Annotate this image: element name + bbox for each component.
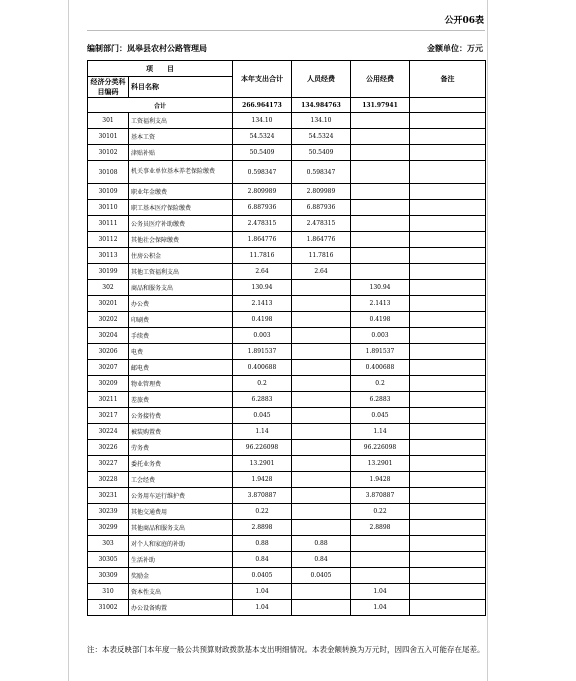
row-name: 办公费: [129, 296, 233, 312]
row-total: 13.2901: [233, 456, 292, 472]
table-row: [88, 600, 486, 616]
row-public: 2.1413: [351, 296, 410, 312]
row-remark: [410, 440, 486, 456]
row-remark: [410, 280, 486, 296]
header-rule: [87, 30, 485, 31]
row-name: 其他交通费用: [129, 504, 233, 520]
row-total: 0.045: [233, 408, 292, 424]
row-name: 委托业务费: [129, 456, 233, 472]
row-total: 0.400688: [233, 360, 292, 376]
table-row: [88, 145, 486, 161]
total-amount: 266.964173: [233, 98, 292, 113]
row-remark: [410, 200, 486, 216]
row-remark: [410, 328, 486, 344]
row-code: 30199: [88, 264, 129, 280]
row-name: 奖励金: [129, 568, 233, 584]
row-code: 30113: [88, 248, 129, 264]
row-total: 2.8898: [233, 520, 292, 536]
row-code: 30226: [88, 440, 129, 456]
row-code: 30108: [88, 161, 129, 184]
table-row: [88, 161, 486, 184]
row-remark: [410, 472, 486, 488]
row-personnel: [292, 312, 351, 328]
row-remark: [410, 536, 486, 552]
row-personnel: 54.5324: [292, 129, 351, 145]
row-code: 31002: [88, 600, 129, 616]
table-row: [88, 424, 486, 440]
row-code: 30299: [88, 520, 129, 536]
header-personnel: 人员经费: [292, 61, 351, 98]
row-name: 被装购置费: [129, 424, 233, 440]
row-name: 商品和服务支出: [129, 280, 233, 296]
table-row: [88, 248, 486, 264]
row-name: 差旅费: [129, 392, 233, 408]
table-row: [88, 360, 486, 376]
row-remark: [410, 113, 486, 129]
table-row: [88, 184, 486, 200]
table-row: [88, 520, 486, 536]
row-name: 其他商品和服务支出: [129, 520, 233, 536]
row-public: [351, 161, 410, 184]
row-name: 职业年金缴费: [129, 184, 233, 200]
row-public: 1.891537: [351, 344, 410, 360]
row-name: 公务员医疗补助缴费: [129, 216, 233, 232]
row-code: 30224: [88, 424, 129, 440]
row-code: 30112: [88, 232, 129, 248]
row-total: 1.14: [233, 424, 292, 440]
footnote: 注：本表反映部门本年度一般公共预算财政拨款基本支出明细情况。本表金额转换为万元时，因四舍五入可能存在尾差。: [87, 645, 485, 654]
row-code: 30309: [88, 568, 129, 584]
row-name: 津贴补贴: [129, 145, 233, 161]
row-code: 30207: [88, 360, 129, 376]
row-code: 30201: [88, 296, 129, 312]
row-personnel: [292, 344, 351, 360]
row-personnel: [292, 392, 351, 408]
row-total: 134.10: [233, 113, 292, 129]
total-label: 合计: [88, 98, 233, 113]
row-public: 1.9428: [351, 472, 410, 488]
total-remark: [410, 98, 486, 113]
table-row: [88, 296, 486, 312]
row-total: 2.64: [233, 264, 292, 280]
table-row: [88, 129, 486, 145]
row-name: 住房公积金: [129, 248, 233, 264]
row-code: 30101: [88, 129, 129, 145]
table-row: [88, 200, 486, 216]
table-row: [88, 264, 486, 280]
row-personnel: [292, 488, 351, 504]
row-code: 30110: [88, 200, 129, 216]
unit-label: 金额单位：万元: [427, 43, 483, 53]
row-name: 工会经费: [129, 472, 233, 488]
row-code: 30305: [88, 552, 129, 568]
row-public: 6.2883: [351, 392, 410, 408]
row-total: 1.04: [233, 584, 292, 600]
row-total: 96.226098: [233, 440, 292, 456]
row-total: 6.2883: [233, 392, 292, 408]
row-personnel: [292, 440, 351, 456]
row-total: 2.809989: [233, 184, 292, 200]
row-remark: [410, 344, 486, 360]
row-remark: [410, 161, 486, 184]
row-public: 0.003: [351, 328, 410, 344]
row-code: 30111: [88, 216, 129, 232]
header-public: 公用经费: [351, 61, 410, 98]
table-row: [88, 472, 486, 488]
table-body: [88, 98, 486, 616]
table-row: [88, 216, 486, 232]
row-public: 0.400688: [351, 360, 410, 376]
row-code: 30206: [88, 344, 129, 360]
table-row: [88, 392, 486, 408]
row-personnel: 0.88: [292, 536, 351, 552]
row-total: 0.84: [233, 552, 292, 568]
row-public: [351, 568, 410, 584]
row-remark: [410, 520, 486, 536]
row-public: 0.4198: [351, 312, 410, 328]
table-row: [88, 552, 486, 568]
total-public: 131.97941: [351, 98, 410, 113]
row-remark: [410, 488, 486, 504]
row-public: 0.045: [351, 408, 410, 424]
row-code: 30102: [88, 145, 129, 161]
row-public: 1.04: [351, 600, 410, 616]
row-remark: [410, 424, 486, 440]
row-name: 机关事业单位基本养老保险缴费: [129, 161, 233, 184]
row-public: 1.14: [351, 424, 410, 440]
row-personnel: 2.478315: [292, 216, 351, 232]
row-name: 物业管理费: [129, 376, 233, 392]
row-name: 资本性支出: [129, 584, 233, 600]
row-remark: [410, 312, 486, 328]
row-remark: [410, 264, 486, 280]
row-code: 310: [88, 584, 129, 600]
row-name: 办公设备购置: [129, 600, 233, 616]
budget-table: [87, 60, 486, 616]
row-name: 其他社会保障缴费: [129, 232, 233, 248]
row-code: 30209: [88, 376, 129, 392]
row-name: 公务接待费: [129, 408, 233, 424]
row-remark: [410, 568, 486, 584]
row-public: [351, 113, 410, 129]
row-public: 1.04: [351, 584, 410, 600]
row-public: 96.226098: [351, 440, 410, 456]
row-name: 公务用车运行维护费: [129, 488, 233, 504]
row-total: 1.864776: [233, 232, 292, 248]
row-remark: [410, 248, 486, 264]
table-code: 公开06表: [444, 16, 484, 26]
row-total: 0.003: [233, 328, 292, 344]
row-personnel: 2.64: [292, 264, 351, 280]
table-row: [88, 456, 486, 472]
row-personnel: [292, 520, 351, 536]
row-total: 2.1413: [233, 296, 292, 312]
table-row: [88, 232, 486, 248]
row-remark: [410, 408, 486, 424]
row-code: 30231: [88, 488, 129, 504]
total-personnel: 134.984763: [292, 98, 351, 113]
row-name: 基本工资: [129, 129, 233, 145]
row-total: 6.887936: [233, 200, 292, 216]
row-personnel: 1.864776: [292, 232, 351, 248]
row-personnel: [292, 328, 351, 344]
table-row: [88, 568, 486, 584]
row-code: 30202: [88, 312, 129, 328]
row-name: 其他工资福利支出: [129, 264, 233, 280]
row-personnel: [292, 584, 351, 600]
row-total: 0.0405: [233, 568, 292, 584]
row-name: 职工基本医疗保险缴费: [129, 200, 233, 216]
row-total: 50.5409: [233, 145, 292, 161]
row-public: [351, 200, 410, 216]
row-remark: [410, 376, 486, 392]
header-code: 经济分类科目编码: [88, 77, 129, 98]
row-personnel: [292, 280, 351, 296]
row-code: 301: [88, 113, 129, 129]
row-code: 30239: [88, 504, 129, 520]
row-total: 2.478315: [233, 216, 292, 232]
row-public: 3.870887: [351, 488, 410, 504]
row-remark: [410, 360, 486, 376]
row-personnel: 0.598347: [292, 161, 351, 184]
row-personnel: 6.887936: [292, 200, 351, 216]
row-remark: [410, 504, 486, 520]
table-row: [88, 408, 486, 424]
row-personnel: [292, 424, 351, 440]
row-remark: [410, 129, 486, 145]
row-total: 0.88: [233, 536, 292, 552]
row-personnel: 0.84: [292, 552, 351, 568]
row-total: 0.22: [233, 504, 292, 520]
table-row: [88, 312, 486, 328]
row-total: 1.9428: [233, 472, 292, 488]
row-total: 1.891537: [233, 344, 292, 360]
row-total: 1.04: [233, 600, 292, 616]
row-total: 54.5324: [233, 129, 292, 145]
row-name: 电费: [129, 344, 233, 360]
row-remark: [410, 184, 486, 200]
row-remark: [410, 216, 486, 232]
row-personnel: [292, 456, 351, 472]
header-info-row: [87, 40, 485, 54]
table-row: [88, 504, 486, 520]
row-name: 印刷费: [129, 312, 233, 328]
table-row: [88, 280, 486, 296]
row-code: 30217: [88, 408, 129, 424]
header-remark: 备注: [410, 61, 486, 98]
row-total: 0.4198: [233, 312, 292, 328]
row-total: 3.870887: [233, 488, 292, 504]
row-remark: [410, 552, 486, 568]
table-row: [88, 488, 486, 504]
row-public: 0.22: [351, 504, 410, 520]
header-item: 项 目: [88, 61, 233, 77]
row-public: 2.8898: [351, 520, 410, 536]
row-code: 30109: [88, 184, 129, 200]
row-code: 303: [88, 536, 129, 552]
total-row: [88, 98, 486, 113]
row-personnel: [292, 408, 351, 424]
row-name: 手续费: [129, 328, 233, 344]
row-total: 0.2: [233, 376, 292, 392]
row-code: 30211: [88, 392, 129, 408]
row-personnel: [292, 296, 351, 312]
org-label: 编制部门：岚皋县农村公路管理局: [87, 43, 207, 53]
row-code: 30227: [88, 456, 129, 472]
table-row: [88, 113, 486, 129]
row-personnel: [292, 472, 351, 488]
row-name: 工资福利支出: [129, 113, 233, 129]
row-personnel: 0.0405: [292, 568, 351, 584]
row-remark: [410, 584, 486, 600]
row-personnel: [292, 600, 351, 616]
row-public: [351, 145, 410, 161]
row-public: 13.2901: [351, 456, 410, 472]
row-public: [351, 248, 410, 264]
row-public: 0.2: [351, 376, 410, 392]
row-remark: [410, 145, 486, 161]
row-public: [351, 184, 410, 200]
row-public: [351, 216, 410, 232]
row-personnel: [292, 360, 351, 376]
row-name: 邮电费: [129, 360, 233, 376]
row-public: [351, 552, 410, 568]
row-remark: [410, 456, 486, 472]
row-personnel: [292, 376, 351, 392]
row-personnel: 2.809989: [292, 184, 351, 200]
row-personnel: 11.7816: [292, 248, 351, 264]
row-public: [351, 129, 410, 145]
row-personnel: 134.10: [292, 113, 351, 129]
row-personnel: [292, 504, 351, 520]
row-personnel: 50.5409: [292, 145, 351, 161]
table-row: [88, 344, 486, 360]
table-row: [88, 376, 486, 392]
row-code: 30204: [88, 328, 129, 344]
table-row: [88, 584, 486, 600]
table-row: [88, 440, 486, 456]
header-total: 本年支出合计: [233, 61, 292, 98]
table-row: [88, 536, 486, 552]
row-remark: [410, 392, 486, 408]
header-name: 科目名称: [129, 77, 233, 98]
row-remark: [410, 232, 486, 248]
row-total: 130.94: [233, 280, 292, 296]
row-public: [351, 536, 410, 552]
row-code: 30228: [88, 472, 129, 488]
row-remark: [410, 296, 486, 312]
row-public: 130.94: [351, 280, 410, 296]
row-public: [351, 232, 410, 248]
row-name: 生活补助: [129, 552, 233, 568]
row-remark: [410, 600, 486, 616]
row-code: 302: [88, 280, 129, 296]
row-total: 0.598347: [233, 161, 292, 184]
row-public: [351, 264, 410, 280]
row-total: 11.7816: [233, 248, 292, 264]
table-row: [88, 328, 486, 344]
row-name: 对个人和家庭的补助: [129, 536, 233, 552]
row-name: 劳务费: [129, 440, 233, 456]
